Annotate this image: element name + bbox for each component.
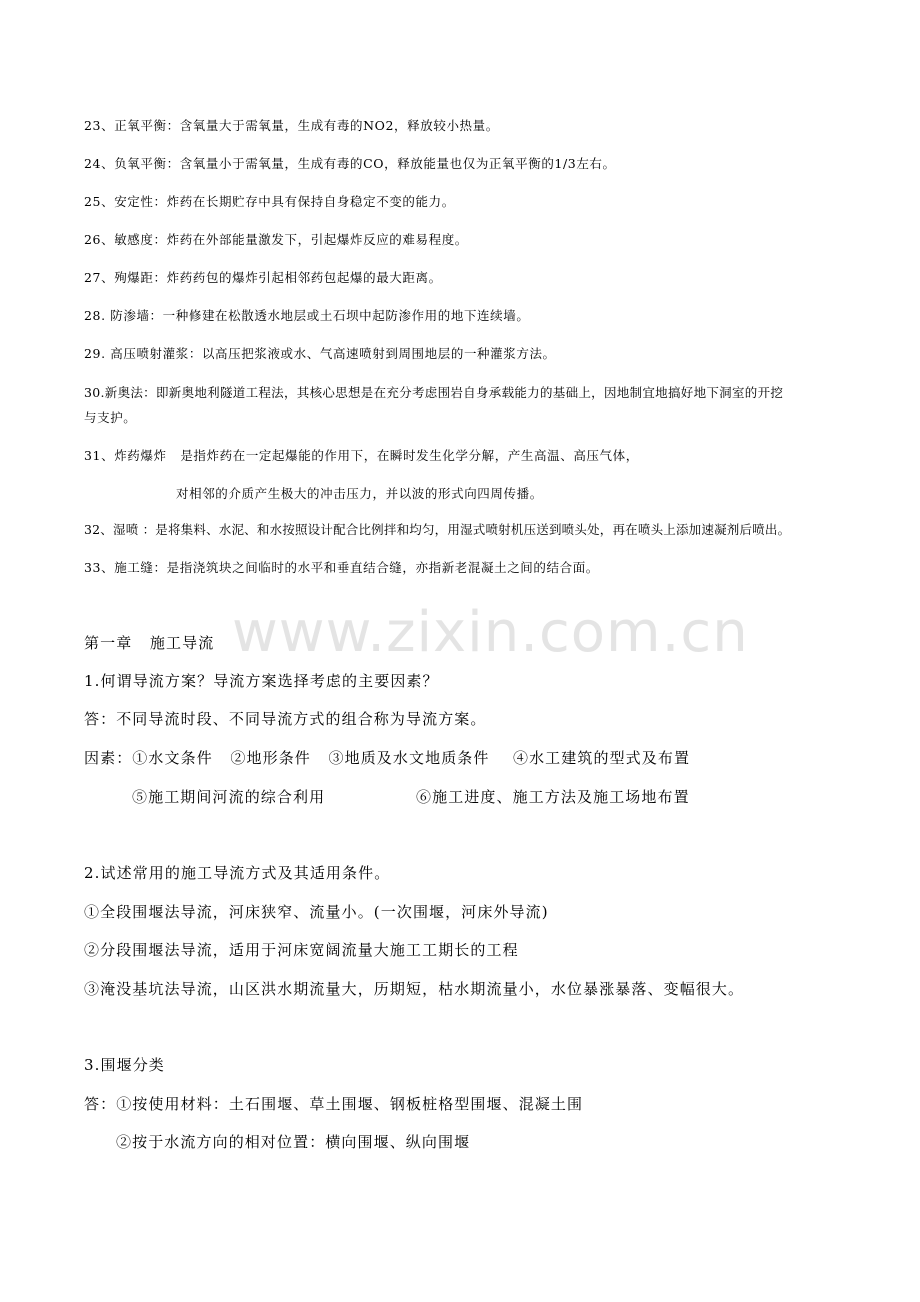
watermark: www.zixin.com.cn xyxy=(232,600,749,665)
factors-line-1: 因素：①水文条件 ②地形条件 ③地质及水文地质条件 ④水工建筑的型式及布置 xyxy=(84,749,691,767)
definition-24: 24、负氧平衡：含氧量小于需氧量，生成有毒的CO，释放能量也仅为正氧平衡的1/3左右。 xyxy=(84,156,616,171)
answer-1: 答：不同导流时段、不同导流方式的组合称为导流方案。 xyxy=(84,710,487,728)
question-1: 1.何谓导流方案？导流方案选择考虑的主要因素？ xyxy=(84,672,439,690)
definition-28: 28. 防渗墙：一种修建在松散透水地层或土石坝中起防渗作用的地下连续墙。 xyxy=(84,308,530,323)
q2-item-2: ②分段围堰法导流，适用于河床宽阔流量大施工工期长的工程 xyxy=(84,941,519,959)
question-3: 3.围堰分类 xyxy=(84,1056,165,1074)
definition-32: 32、湿喷 ：是将集料、水泥、和水按照设计配合比例拌和均匀，用湿式喷射机压送到喷头处，再在喷头上添加速凝剂后喷出。 xyxy=(84,522,791,537)
definition-26: 26、敏感度：炸药在外部能量激发下，引起爆炸反应的难易程度。 xyxy=(84,232,468,247)
definition-31-line2: 对相邻的介质产生极大的冲击压力，并以波的形式向四周传播。 xyxy=(176,486,543,501)
definition-27: 27、殉爆距：炸药药包的爆炸引起相邻药包起爆的最大距离。 xyxy=(84,270,442,285)
definition-33: 33、施工缝：是指浇筑块之间临时的水平和垂直结合缝，亦指新老混凝土之间的结合面。 xyxy=(84,560,599,575)
q2-item-1: ①全段围堰法导流，河床狭窄、流量小。(一次围堰，河床外导流) xyxy=(84,903,549,921)
definition-31-line1: 31、炸药爆炸 是指炸药在一定起爆能的作用下，在瞬时发生化学分解，产生高温、高压气体， xyxy=(84,448,639,463)
definition-30-line2: 与支护。 xyxy=(84,410,137,425)
q2-item-3: ③淹没基坑法导流，山区洪水期流量大，历期短，枯水期流量小，水位暴涨暴落、变幅很大。 xyxy=(84,980,745,998)
answer-3-line1: 答：①按使用材料：土石围堰、草土围堰、钢板桩格型围堰、混凝土围 xyxy=(84,1095,584,1113)
definition-30-line1: 30.新奥法：即新奥地利隧道工程法，其核心思想是在充分考虑围岩自身承载能力的基础上，因地制宜地搞好地下洞室的开挖 xyxy=(84,385,784,400)
definition-29: 29. 高压喷射灌浆：以高压把浆液或水、气高速喷射到周围地层的一种灌浆方法。 xyxy=(84,346,556,361)
chapter-title: 第一章 施工导流 xyxy=(84,634,215,652)
factors-line-2a: ⑤施工期间河流的综合利用 xyxy=(132,788,326,806)
definition-25: 25、安定性：炸药在长期贮存中具有保持自身稳定不变的能力。 xyxy=(84,194,455,209)
definition-23: 23、正氧平衡：含氧量大于需氧量，生成有毒的NO2，释放较小热量。 xyxy=(84,118,499,133)
factors-line-2b: ⑥施工进度、施工方法及施工场地布置 xyxy=(416,788,690,806)
question-2: 2.试述常用的施工导流方式及其适用条件。 xyxy=(84,864,391,882)
answer-3-line2: ②按于水流方向的相对位置：横向围堰、纵向围堰 xyxy=(116,1133,471,1151)
